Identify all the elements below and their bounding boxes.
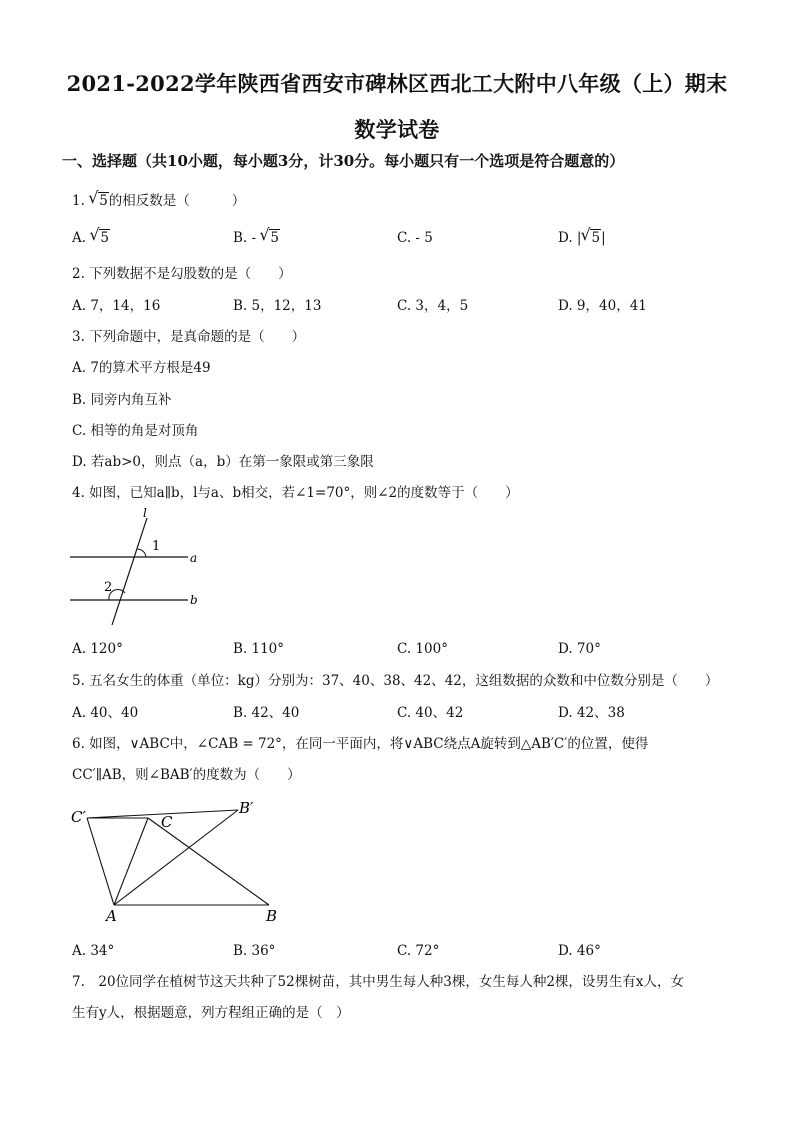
question-3-stem: 3. 下列命题中，是真命题的是（ ） <box>72 329 306 345</box>
question-2-option-b: B. 5，12，13 <box>233 298 322 314</box>
question-6-figure <box>68 795 298 930</box>
angle-1-arc <box>137 549 146 557</box>
label-c-prime: C′ <box>71 808 86 826</box>
label-c: C <box>161 813 173 831</box>
question-6-stem-line1: 6. 如图，∨ABC中，∠CAB = 72°，在同一平面内，将∨ABC绕点A旋转到△AB′C′的位置，使得 <box>72 736 649 752</box>
question-1-stem: 1. √ 5的相反数是（ ） <box>72 192 245 210</box>
label-a: a <box>190 551 198 565</box>
question-6-option-a: A. 34° <box>72 943 115 959</box>
question-7-stem-line2: 生有y人，根据题意，列方程组正确的是（ ） <box>72 1005 350 1021</box>
question-1-option-c: C. - 5 <box>397 230 433 246</box>
question-5-option-d: D. 42、38 <box>558 705 625 721</box>
question-2-option-c: C. 3，4，5 <box>397 298 469 314</box>
exam-title-line2: 数学试卷 <box>354 117 440 142</box>
question-4-option-a: A. 120° <box>72 641 123 657</box>
question-3-option-a: A. 7的算术平方根是49 <box>72 360 211 376</box>
question-5-option-c: C. 40、42 <box>397 705 464 721</box>
line-l <box>112 518 147 625</box>
label-angle-1: 1 <box>152 539 161 554</box>
label-b: B <box>266 907 278 925</box>
question-4-option-c: C. 100° <box>397 641 448 657</box>
question-6-stem-line2: CC′∥AB，则∠BAB′的度数为（ ） <box>72 767 301 783</box>
question-1-number: 1. <box>72 193 85 209</box>
question-3-option-b: B. 同旁内角互补 <box>72 392 172 408</box>
question-2-option-d: D. 9，40，41 <box>558 298 647 314</box>
section-heading: 一、选择题（共10小题，每小题3分，计30分。每小题只有一个选项是符合题意的） <box>62 152 625 170</box>
question-5-option-b: B. 42、40 <box>233 705 300 721</box>
question-1-option-b: B. - √ 5 <box>233 229 280 247</box>
question-3-option-c: C. 相等的角是对顶角 <box>72 423 199 439</box>
label-b-prime: B′ <box>239 799 254 817</box>
question-1-option-d: D. |√ 5| <box>558 229 606 247</box>
sqrt-symbol: √ 5 <box>89 192 109 210</box>
question-4-option-d: D. 70° <box>558 641 601 657</box>
question-3-option-d: D. 若ab>0，则点（a，b）在第一象限或第三象限 <box>72 454 374 470</box>
label-l: l <box>143 506 147 520</box>
question-6-option-d: D. 46° <box>558 943 601 959</box>
question-4-figure <box>70 505 210 630</box>
question-5-option-a: A. 40、40 <box>72 705 139 721</box>
exam-title-line1: 2021-2022学年陕西省西安市碑林区西北工大附中八年级（上）期末 <box>66 71 728 96</box>
question-7-stem-line1: 7. 20位同学在植树节这天共种了52棵树苗，其中男生每人种3棵，女生每人种2棵，设男生有x人，女 <box>72 974 685 990</box>
question-4-stem: 4. 如图，已知a∥b，l与a、b相交，若∠1=70°，则∠2的度数等于（ ） <box>72 485 519 501</box>
label-angle-2: 2 <box>104 580 113 595</box>
segment-c-b <box>148 818 269 905</box>
label-a: A <box>106 907 117 925</box>
question-4-option-b: B. 110° <box>233 641 285 657</box>
question-2-option-a: A. 7，14，16 <box>72 298 161 314</box>
label-b: b <box>190 593 198 607</box>
question-6-option-b: B. 36° <box>233 943 276 959</box>
question-1-text: 的相反数是（ <box>108 193 190 209</box>
question-1-option-a: A. √ 5 <box>72 229 110 247</box>
segment-c-prime-a <box>87 818 114 905</box>
question-5-stem: 5. 五名女生的体重（单位：kg）分别为：37、40、38、42、42，这组数据的众数和中位数分别是（ ） <box>72 673 719 689</box>
question-6-option-c: C. 72° <box>397 943 440 959</box>
question-2-stem: 2. 下列数据不是勾股数的是（ ） <box>72 266 292 282</box>
